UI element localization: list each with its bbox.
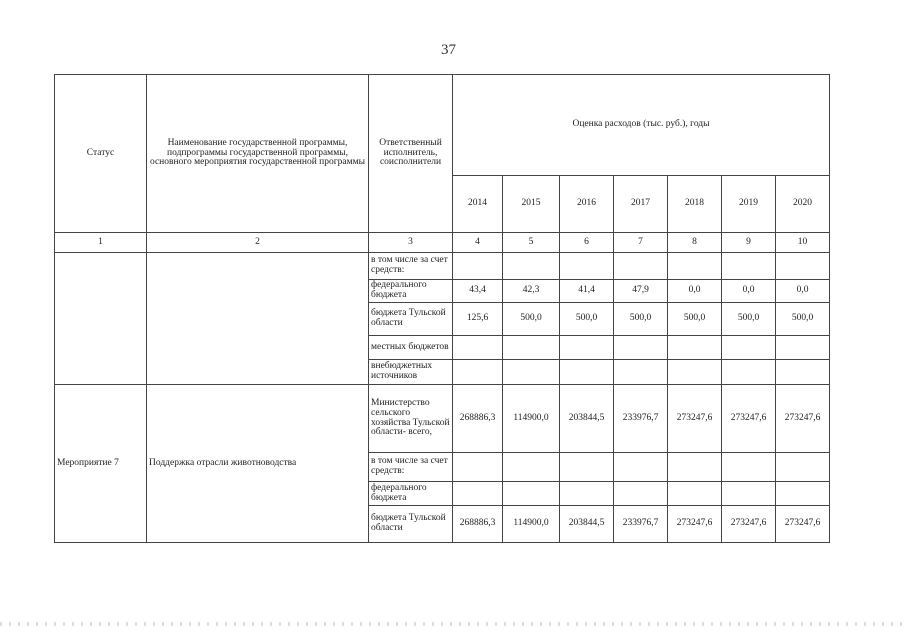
value-cell: 268886,3 — [453, 385, 503, 453]
value-cell — [560, 253, 614, 280]
value-cell: 233976,7 — [614, 506, 668, 543]
status-cell: Мероприятие 7 — [55, 385, 147, 543]
value-cell — [614, 453, 668, 482]
value-cell — [453, 336, 503, 360]
value-cell: 273247,6 — [668, 385, 722, 453]
header-year: 2017 — [614, 176, 668, 233]
value-cell — [453, 482, 503, 506]
value-cell: 233976,7 — [614, 385, 668, 453]
value-cell: 125,6 — [453, 303, 503, 336]
value-cell — [503, 360, 560, 385]
column-index: 7 — [614, 233, 668, 253]
value-cell: 273247,6 — [722, 385, 776, 453]
value-cell — [668, 453, 722, 482]
budget-table — [54, 74, 830, 543]
value-cell: 500,0 — [722, 303, 776, 336]
value-cell — [614, 253, 668, 280]
column-index: 6 — [560, 233, 614, 253]
value-cell: 273247,6 — [776, 506, 830, 543]
value-cell: 42,3 — [503, 280, 560, 303]
value-cell — [668, 482, 722, 506]
funding-source: бюджета Тульской области — [369, 303, 453, 336]
funding-source: бюджета Тульской области — [369, 506, 453, 543]
table-row — [55, 253, 830, 280]
value-cell — [776, 360, 830, 385]
value-cell: 203844,5 — [560, 506, 614, 543]
value-cell: 203844,5 — [560, 385, 614, 453]
value-cell: 273247,6 — [776, 385, 830, 453]
value-cell: 500,0 — [668, 303, 722, 336]
funding-source: федерального бюджета — [369, 280, 453, 303]
table-row — [55, 385, 830, 453]
value-cell — [776, 336, 830, 360]
value-cell — [453, 253, 503, 280]
header-year: 2016 — [560, 176, 614, 233]
header-name: Наименование государственной программы, подпрограммы государственной программы, основного мероприятия государственной программы — [147, 75, 369, 233]
value-cell — [722, 336, 776, 360]
value-cell: 41,4 — [560, 280, 614, 303]
column-index: 9 — [722, 233, 776, 253]
value-cell: 114900,0 — [503, 385, 560, 453]
header-year: 2014 — [453, 176, 503, 233]
value-cell — [560, 453, 614, 482]
header-year: 2019 — [722, 176, 776, 233]
value-cell — [614, 336, 668, 360]
header-costs: Оценка расходов (тыс. руб.), годы — [453, 75, 830, 176]
funding-source: федерального бюджета — [369, 482, 453, 506]
value-cell — [668, 360, 722, 385]
column-index: 4 — [453, 233, 503, 253]
page-number: 37 — [441, 42, 456, 58]
column-index: 8 — [668, 233, 722, 253]
value-cell: 500,0 — [614, 303, 668, 336]
column-index: 5 — [503, 233, 560, 253]
column-index: 2 — [147, 233, 369, 253]
funding-source: местных бюджетов — [369, 336, 453, 360]
value-cell — [722, 453, 776, 482]
value-cell — [776, 482, 830, 506]
column-index-row — [55, 233, 830, 253]
header-status: Статус — [55, 75, 147, 233]
value-cell — [668, 336, 722, 360]
value-cell: 500,0 — [503, 303, 560, 336]
column-index: 3 — [369, 233, 453, 253]
value-cell — [503, 253, 560, 280]
value-cell: 47,9 — [614, 280, 668, 303]
name-cell-empty — [147, 253, 369, 385]
value-cell — [560, 482, 614, 506]
value-cell: 0,0 — [776, 280, 830, 303]
header-year: 2018 — [668, 176, 722, 233]
value-cell — [560, 336, 614, 360]
value-cell: 268886,3 — [453, 506, 503, 543]
measure-name: Поддержка отрасли животноводства — [147, 385, 369, 543]
header-responsible: Ответственный исполнитель, соисполнители — [369, 75, 453, 233]
value-cell: 273247,6 — [722, 506, 776, 543]
value-cell — [560, 360, 614, 385]
value-cell: 43,4 — [453, 280, 503, 303]
funding-source: в том числе за счет средств: — [369, 253, 453, 280]
value-cell — [453, 453, 503, 482]
value-cell — [503, 482, 560, 506]
value-cell — [503, 453, 560, 482]
value-cell: 500,0 — [776, 303, 830, 336]
value-cell: 273247,6 — [668, 506, 722, 543]
funding-source: в том числе за счет средств: — [369, 453, 453, 482]
header-year: 2015 — [503, 176, 560, 233]
column-index: 1 — [55, 233, 147, 253]
value-cell: 114900,0 — [503, 506, 560, 543]
column-index: 10 — [776, 233, 830, 253]
status-cell-empty — [55, 253, 147, 385]
value-cell — [722, 253, 776, 280]
value-cell — [722, 360, 776, 385]
scan-noise — [0, 622, 905, 626]
value-cell: 0,0 — [668, 280, 722, 303]
value-cell — [503, 336, 560, 360]
value-cell — [453, 360, 503, 385]
value-cell — [614, 360, 668, 385]
value-cell — [776, 253, 830, 280]
header-year: 2020 — [776, 176, 830, 233]
value-cell: 500,0 — [560, 303, 614, 336]
value-cell — [722, 482, 776, 506]
value-cell — [614, 482, 668, 506]
funding-source: внебюджетных источников — [369, 360, 453, 385]
value-cell: 0,0 — [722, 280, 776, 303]
value-cell — [776, 453, 830, 482]
funding-source: Министерство сельского хозяйства Тульской области- всего, — [369, 385, 453, 453]
value-cell — [668, 253, 722, 280]
